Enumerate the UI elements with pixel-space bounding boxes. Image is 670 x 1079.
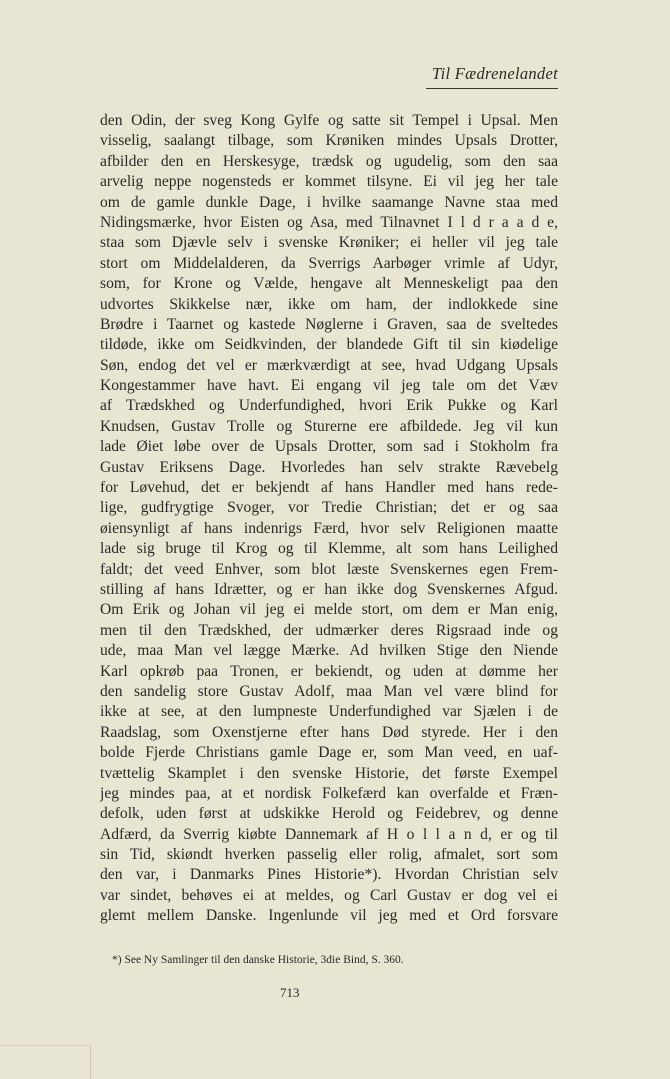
- text-line: Adfærd, da Sverrig kiøbte Dannemark af H o l l a n d, er og til: [100, 825, 558, 843]
- text-line: bolde Fjerde Christians gamle Dage er, som Man veed, en uaf-: [100, 744, 558, 762]
- text-line: som, for Krone og Vælde, hengave alt Menneskeligt paa den: [100, 275, 558, 293]
- text-line: den sandelig store Gustav Adolf, maa Man vel være blind for: [100, 682, 558, 700]
- text-line: glemt mellem Danske. Ingenlunde vil jeg med et Ord forsvare: [100, 907, 558, 925]
- text-line: tildøde, ikke om Seidkvinden, der blandede Gift til sin kiødelige: [100, 336, 558, 354]
- text-line: Om Erik og Johan vil jeg ei melde stort, om dem er Man enig,: [100, 601, 558, 619]
- text-line: ude, maa Man vel lægge Mærke. Ad hvilken Stige den Niende: [100, 642, 558, 660]
- text-line: staa som Djævle selv i svenske Krøniker; ei heller vil jeg tale: [100, 234, 558, 252]
- scan-edge: [0, 1045, 90, 1046]
- footnote: *) See Ny Samlinger til den danske Historie, 3die Bind, S. 360.: [112, 954, 404, 966]
- text-line: faldt; det veed Enhver, som blot læste Svenskernes egen Frem-: [100, 560, 558, 578]
- text-line: Karl opkrøb paa Tronen, er bekiendt, og uden at dømme her: [100, 662, 558, 680]
- text-line: Brødre i Taarnet og kastede Nøglerne i Graven, saa de sveltedes: [100, 315, 558, 333]
- text-line: Nidingsmærke, hvor Eisten og Asa, med Tilnavnet I l d r a a d e,: [100, 213, 558, 231]
- text-line: af Trædskhed og Underfundighed, hvori Erik Pukke og Karl: [100, 397, 558, 415]
- scan-edge: [90, 1045, 91, 1079]
- text-line: defolk, uden først at udskikke Herold og Feidebrev, og denne: [100, 805, 558, 823]
- text-line: afbilder den en Herskesyge, trædsk og ugudelig, som den saa: [100, 152, 558, 170]
- text-line: arvelig neppe nogensteds er kommet tilsyne. Ei vil jeg her tale: [100, 173, 558, 191]
- text-line: lade sig bruge til Krog og til Klemme, alt som hans Leilighed: [100, 540, 558, 558]
- text-line: Gustav Eriksens Dage. Hvorledes han selv strakte Rævebelg: [100, 458, 558, 476]
- text-line: ikke at see, at den lumpneste Underfundighed var Sjælen i de: [100, 703, 558, 721]
- text-line: om de gamle dunkle Dage, i hvilke saamange Navne staa med: [100, 193, 558, 211]
- text-line: jeg mindes paa, at et nordisk Folkefærd kan overfalde et Fræn-: [100, 784, 558, 802]
- text-line: Raadslag, som Oxenstjerne efter hans Død styrede. Her i den: [100, 723, 558, 741]
- text-line: lade Øiet løbe over de Upsals Drotter, som sad i Stokholm fra: [100, 438, 558, 456]
- page-number: 713: [280, 985, 300, 1000]
- text-line: for Løvehud, det er bekjendt af hans Handler med hans rede-: [100, 479, 558, 497]
- text-line: men til den Trædskhed, der udmærker deres Rigsraad inde og: [100, 621, 558, 639]
- text-line: den Odin, der sveg Kong Gylfe og satte sit Tempel i Upsal. Men: [100, 112, 558, 129]
- text-line: stort om Middelalderen, da Sverrigs Aarbøger vrimle af Udyr,: [100, 254, 558, 272]
- text-line: tvættelig Skamplet i den svenske Historie, det første Exempel: [100, 764, 558, 782]
- text-line: lige, gudfrygtige Svoger, vor Tredie Christian; det er og saa: [100, 499, 558, 517]
- text-line: den var, i Danmarks Pines Historie*). Hvordan Christian selv: [100, 866, 558, 884]
- running-header: Til Fædrenelandet: [426, 64, 558, 89]
- text-line: visselig, saalangt tilbage, som Krøniken mindes Upsals Drotter,: [100, 132, 558, 150]
- text-line: Søn, endog det vel er mærkværdigt at see, hvad Udgang Upsals: [100, 356, 558, 374]
- text-line: Knudsen, Gustav Trolle og Sturerne ere afbildede. Jeg vil kun: [100, 417, 558, 435]
- text-line: Kongestammer have havt. Ei engang vil jeg tale om det Væv: [100, 377, 558, 395]
- text-line: sin Tid, skiøndt hverken passelig eller rolig, afmalet, sort som: [100, 846, 558, 864]
- text-line: øiensynligt af hans indenrigs Færd, hvor selv Religionen maatte: [100, 519, 558, 537]
- text-line: stilling af hans Idrætter, og er han ikke dog Svenskernes Afgud.: [100, 580, 558, 598]
- text-line: var sindet, behøves ei at meldes, og Carl Gustav er dog vel ei: [100, 886, 558, 904]
- text-line: udvortes Skikkelse nær, ikke om ham, der indlokkede sine: [100, 295, 558, 313]
- body-text: [100, 111, 558, 927]
